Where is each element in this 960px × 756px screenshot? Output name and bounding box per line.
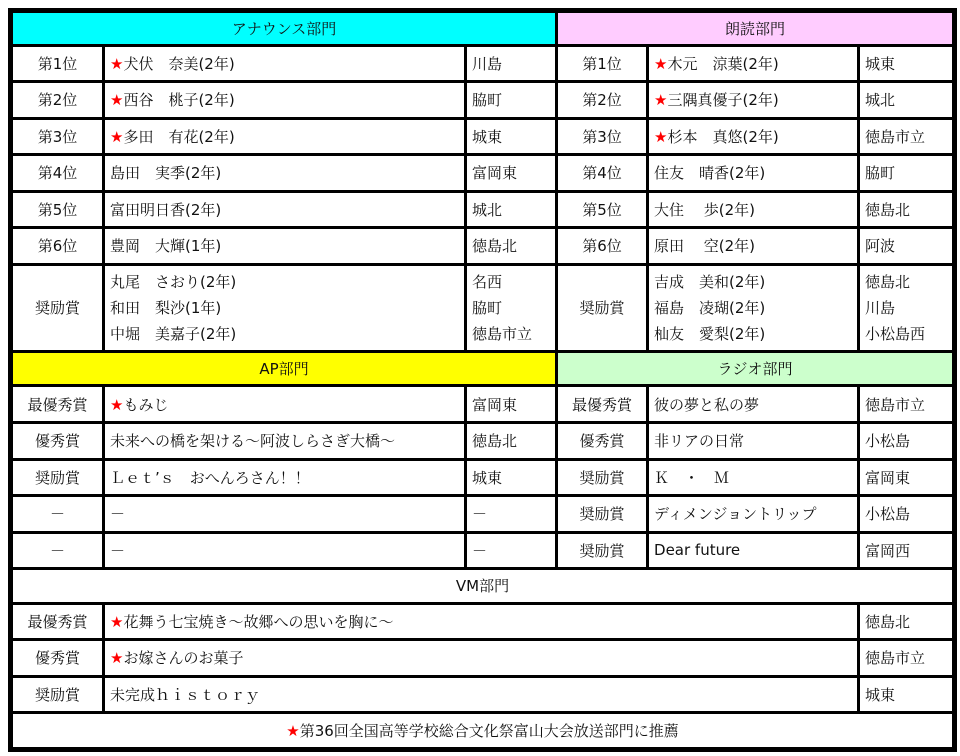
star-icon: ★: [110, 395, 124, 414]
school-cell: 富岡東: [859, 459, 955, 496]
school-cell: 徳島市立: [859, 386, 955, 423]
footer-note: ★第36回全国高等学校総合文化祭富山大会放送部門に推薦: [11, 713, 955, 750]
award-cell: －: [11, 496, 104, 533]
award-cell: 優秀賞: [557, 423, 648, 460]
award-cell: 奨励賞: [557, 496, 648, 533]
award-cell: 優秀賞: [11, 640, 104, 677]
work-cell: Dear future: [648, 532, 859, 569]
school-cell: 脇町: [859, 155, 955, 192]
school-cell: －: [466, 496, 557, 533]
schools-cell: 徳島北 川島 小松島西: [859, 264, 955, 351]
rank-cell: 第4位: [557, 155, 648, 192]
school-cell: 徳島北: [859, 603, 955, 640]
star-icon: ★: [110, 91, 124, 110]
school-cell: 徳島北: [466, 228, 557, 265]
encouragement-row: [11, 264, 955, 351]
announce-section-header: アナウンス部門: [11, 11, 557, 46]
name-cell: ★西谷 桃子(2年): [104, 82, 466, 119]
work-cell: －: [104, 496, 466, 533]
star-icon: ★: [110, 649, 124, 668]
rank-cell: 第1位: [557, 45, 648, 82]
school-cell: 川島: [466, 45, 557, 82]
rank-cell: 第3位: [557, 118, 648, 155]
star-icon: ★: [286, 722, 300, 741]
school-cell: 城東: [859, 45, 955, 82]
star-icon: ★: [110, 54, 124, 73]
work-cell: 彼の夢と私の夢: [648, 386, 859, 423]
work-cell: ディメンジョントリップ: [648, 496, 859, 533]
table-row: [11, 191, 955, 228]
table-row: [11, 228, 955, 265]
name-cell: ★三隅真優子(2年): [648, 82, 859, 119]
rank-cell: 第3位: [11, 118, 104, 155]
name-cell: 大住 歩(2年): [648, 191, 859, 228]
table-row: [11, 640, 955, 677]
work-cell: 未来への橋を架ける～阿波しらさぎ大橋～: [104, 423, 466, 460]
vm-section-header: VM部門: [11, 569, 955, 604]
table-row: [11, 82, 955, 119]
table-row: [11, 45, 955, 82]
work-cell: ★お嫁さんのお菓子: [104, 640, 859, 677]
school-cell: 城東: [859, 676, 955, 713]
work-cell: Ｌｅｔ’ｓ おへんろさん！！: [104, 459, 466, 496]
award-cell: 奨励賞: [557, 264, 648, 351]
table-row: [11, 532, 955, 569]
name-cell: 島田 実季(2年): [104, 155, 466, 192]
school-cell: 小松島: [859, 423, 955, 460]
work-cell: ★もみじ: [104, 386, 466, 423]
results-table: [8, 8, 957, 752]
school-cell: 城北: [466, 191, 557, 228]
award-cell: 奨励賞: [11, 264, 104, 351]
names-cell: 吉成 美和(2年) 福島 凌瑚(2年) 杣友 愛梨(2年): [648, 264, 859, 351]
rank-cell: 第5位: [11, 191, 104, 228]
school-cell: 脇町: [466, 82, 557, 119]
name-cell: ★多田 有花(2年): [104, 118, 466, 155]
star-icon: ★: [654, 54, 668, 73]
rank-cell: 第4位: [11, 155, 104, 192]
work-cell: －: [104, 532, 466, 569]
award-cell: －: [11, 532, 104, 569]
table-row: [11, 423, 955, 460]
rank-cell: 第6位: [557, 228, 648, 265]
rank-cell: 第6位: [11, 228, 104, 265]
table-row: [11, 386, 955, 423]
name-cell: 豊岡 大輝(1年): [104, 228, 466, 265]
school-cell: 富岡東: [466, 386, 557, 423]
award-cell: 最優秀賞: [11, 386, 104, 423]
table-row: [11, 496, 955, 533]
table-row: [11, 676, 955, 713]
work-cell: 非リアの日常: [648, 423, 859, 460]
name-cell: ★木元 涼葉(2年): [648, 45, 859, 82]
table-row: [11, 118, 955, 155]
rank-cell: 第2位: [557, 82, 648, 119]
work-cell: 未完成ｈｉｓｔｏｒｙ: [104, 676, 859, 713]
school-cell: 徳島北: [859, 191, 955, 228]
star-icon: ★: [654, 127, 668, 146]
name-cell: ★犬伏 奈美(2年): [104, 45, 466, 82]
name-cell: ★杉本 真悠(2年): [648, 118, 859, 155]
school-cell: 富岡西: [859, 532, 955, 569]
work-cell: ★花舞う七宝焼き～故郷への思いを胸に～: [104, 603, 859, 640]
school-cell: 徳島市立: [859, 640, 955, 677]
school-cell: 城東: [466, 118, 557, 155]
work-cell: Ｋ ・ Ｍ: [648, 459, 859, 496]
school-cell: 城北: [859, 82, 955, 119]
table-row: [11, 603, 955, 640]
school-cell: 小松島: [859, 496, 955, 533]
table-row: [11, 459, 955, 496]
school-cell: 徳島市立: [859, 118, 955, 155]
school-cell: 城東: [466, 459, 557, 496]
award-cell: 奨励賞: [11, 676, 104, 713]
school-cell: －: [466, 532, 557, 569]
name-cell: 住友 晴香(2年): [648, 155, 859, 192]
star-icon: ★: [110, 612, 124, 631]
rank-cell: 第2位: [11, 82, 104, 119]
rank-cell: 第1位: [11, 45, 104, 82]
rank-cell: 第5位: [557, 191, 648, 228]
star-icon: ★: [654, 91, 668, 110]
radio-section-header: ラジオ部門: [557, 351, 955, 386]
award-cell: 奨励賞: [557, 532, 648, 569]
star-icon: ★: [110, 127, 124, 146]
name-cell: 富田明日香(2年): [104, 191, 466, 228]
school-cell: 阿波: [859, 228, 955, 265]
award-cell: 優秀賞: [11, 423, 104, 460]
ap-section-header: AP部門: [11, 351, 557, 386]
school-cell: 徳島北: [466, 423, 557, 460]
award-cell: 奨励賞: [11, 459, 104, 496]
school-cell: 富岡東: [466, 155, 557, 192]
table-row: [11, 155, 955, 192]
award-cell: 奨励賞: [557, 459, 648, 496]
names-cell: 丸尾 さおり(2年) 和田 梨沙(1年) 中堀 美嘉子(2年): [104, 264, 466, 351]
award-cell: 最優秀賞: [557, 386, 648, 423]
schools-cell: 名西 脇町 徳島市立: [466, 264, 557, 351]
award-cell: 最優秀賞: [11, 603, 104, 640]
name-cell: 原田 空(2年): [648, 228, 859, 265]
reading-section-header: 朗読部門: [557, 11, 955, 46]
